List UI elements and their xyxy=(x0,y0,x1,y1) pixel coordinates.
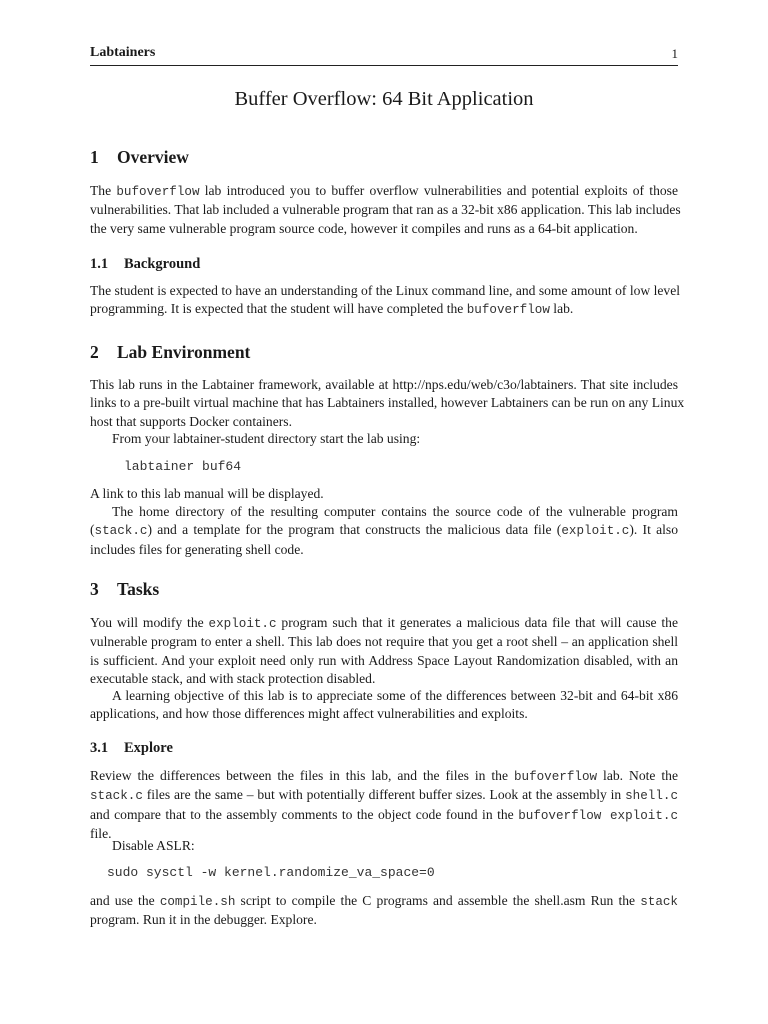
overview-paragraph xyxy=(90,182,681,238)
text-line: This lab runs in the Labtainer framework, available at http://nps.edu/web/c3o/labtainers. That site includes xyxy=(90,377,678,392)
text-run: You will modify the xyxy=(90,615,209,630)
text-line xyxy=(90,786,678,805)
text-run: and use the xyxy=(90,893,160,908)
text-line xyxy=(90,300,678,319)
text-line: program. Run it in the debugger. Explore. xyxy=(90,912,317,928)
text-run: lab introduced you to buffer overflow vulnerabilities and potential exploits of those xyxy=(199,183,678,198)
text-line: links to a pre-built virtual machine that has Labtainers installed, however Labtainers can be run on any Linux xyxy=(90,395,685,411)
lab-env-paragraph-1 xyxy=(90,376,685,431)
text-run: files are the same – but with potentially different buffer sizes. Look at the assembly in xyxy=(142,787,626,803)
section-heading-lab-environment xyxy=(90,342,250,363)
text-line: executable stack, and with stack protection disabled. xyxy=(90,670,376,686)
page-number: 1 xyxy=(671,46,678,61)
subsection-title: Explore xyxy=(124,740,173,756)
text-run: lab. Note the xyxy=(597,768,678,783)
section-heading-overview xyxy=(90,147,189,168)
text-run: and compare that to the assembly comments to the object code found in the xyxy=(90,806,519,822)
text-line: includes files for generating shell code. xyxy=(90,541,304,557)
text-line: the very same vulnerable program source code, however it compiles and runs as a 64-bit application. xyxy=(90,220,638,236)
text-line: vulnerable program to enter a shell. This lab does not require that you get a root shell – an application shell xyxy=(90,634,678,650)
text-line xyxy=(90,521,678,540)
code-term: stack.c xyxy=(90,789,143,804)
subsection-number: 1.1 xyxy=(90,256,109,272)
text-line: The student is expected to have an understanding of the Linux command line, and some amount of low level xyxy=(90,283,681,298)
text-line: The home directory of the resulting computer contains the source code of the vulnerable program xyxy=(112,504,678,519)
text-run: ) and a template for the program that constructs the malicious data file ( xyxy=(147,522,562,538)
running-head-title: Labtainers xyxy=(90,45,156,60)
text-line: From your labtainer-student directory start the lab using: xyxy=(112,431,421,446)
code-term: bufoverflow xyxy=(466,303,550,318)
code-term: compile.sh xyxy=(159,895,236,909)
code-term: bufoverflow xyxy=(116,185,200,199)
running-head xyxy=(90,45,678,66)
text-run: programming. It is expected that the student will have completed the xyxy=(90,301,467,317)
code-term: bufoverflow xyxy=(513,770,598,784)
document-title: Buffer Overflow: 64 Bit Application xyxy=(234,88,534,110)
lab-env-paragraph-4 xyxy=(90,503,678,559)
text-line: Disable ASLR: xyxy=(112,838,195,853)
code-term: bufoverflow exploit.c xyxy=(518,808,678,823)
section-number: 1 xyxy=(90,147,99,167)
document-page xyxy=(90,0,685,1024)
tasks-paragraph-2 xyxy=(90,687,678,724)
text-line xyxy=(90,614,678,633)
explore-paragraph-1 xyxy=(90,767,678,843)
text-line: A link to this lab manual will be displayed. xyxy=(90,486,324,501)
text-line xyxy=(90,806,678,825)
text-run: The xyxy=(90,183,117,198)
text-line: vulnerabilities. That lab included a vulnerable program that ran as a 32-bit x86 application. This lab includes xyxy=(90,202,681,218)
section-title: Tasks xyxy=(117,579,160,599)
section-title: Overview xyxy=(117,147,189,167)
text-run: program such that it generates a malicious data file that will cause the xyxy=(276,615,678,630)
text-run: lab. xyxy=(549,301,574,317)
text-line: file. xyxy=(90,825,112,841)
subsection-title: Background xyxy=(124,256,201,272)
code-term: stack.c xyxy=(94,524,148,539)
code-term: stack xyxy=(640,895,678,909)
section-heading-tasks xyxy=(90,579,159,600)
text-line: A learning objective of this lab is to appreciate some of the differences between 32-bit and 64-bit x86 xyxy=(112,688,678,703)
code-term: exploit.c xyxy=(561,524,630,539)
lab-env-paragraph-3 xyxy=(90,485,678,503)
text-run: script to compile the C programs and assemble the shell.asm Run the xyxy=(235,893,641,908)
text-run: ( xyxy=(90,522,95,538)
text-line: is sufficient. And your exploit need only run with Address Space Layout Randomization disabled, with an xyxy=(90,652,678,668)
subsection-heading-background xyxy=(90,256,200,273)
section-title: Lab Environment xyxy=(117,342,251,362)
background-paragraph xyxy=(90,282,681,320)
subsection-number: 3.1 xyxy=(90,740,109,756)
text-run: ). It also xyxy=(629,522,678,538)
code-term: shell.c xyxy=(625,789,678,804)
section-number: 2 xyxy=(90,342,99,362)
explore-paragraph-3 xyxy=(90,892,678,930)
subsection-heading-explore xyxy=(90,740,173,757)
text-line xyxy=(90,182,678,201)
tasks-paragraph-1 xyxy=(90,614,678,688)
code-block-disable-aslr: sudo sysctl -w kernel.randomize_va_space=0 xyxy=(107,865,435,880)
text-run: Review the differences between the files in this lab, and the files in the xyxy=(90,768,514,783)
code-block-start-lab: labtainer buf64 xyxy=(124,459,242,474)
lab-env-paragraph-2 xyxy=(112,430,678,448)
text-line xyxy=(90,892,678,911)
text-line: applications, and how those differences might affect vulnerabilities and exploits. xyxy=(90,706,528,722)
text-line: host that supports Docker containers. xyxy=(90,413,292,429)
code-term: exploit.c xyxy=(208,617,277,631)
explore-paragraph-2 xyxy=(112,837,678,855)
text-line xyxy=(90,767,678,786)
section-number: 3 xyxy=(90,579,99,599)
